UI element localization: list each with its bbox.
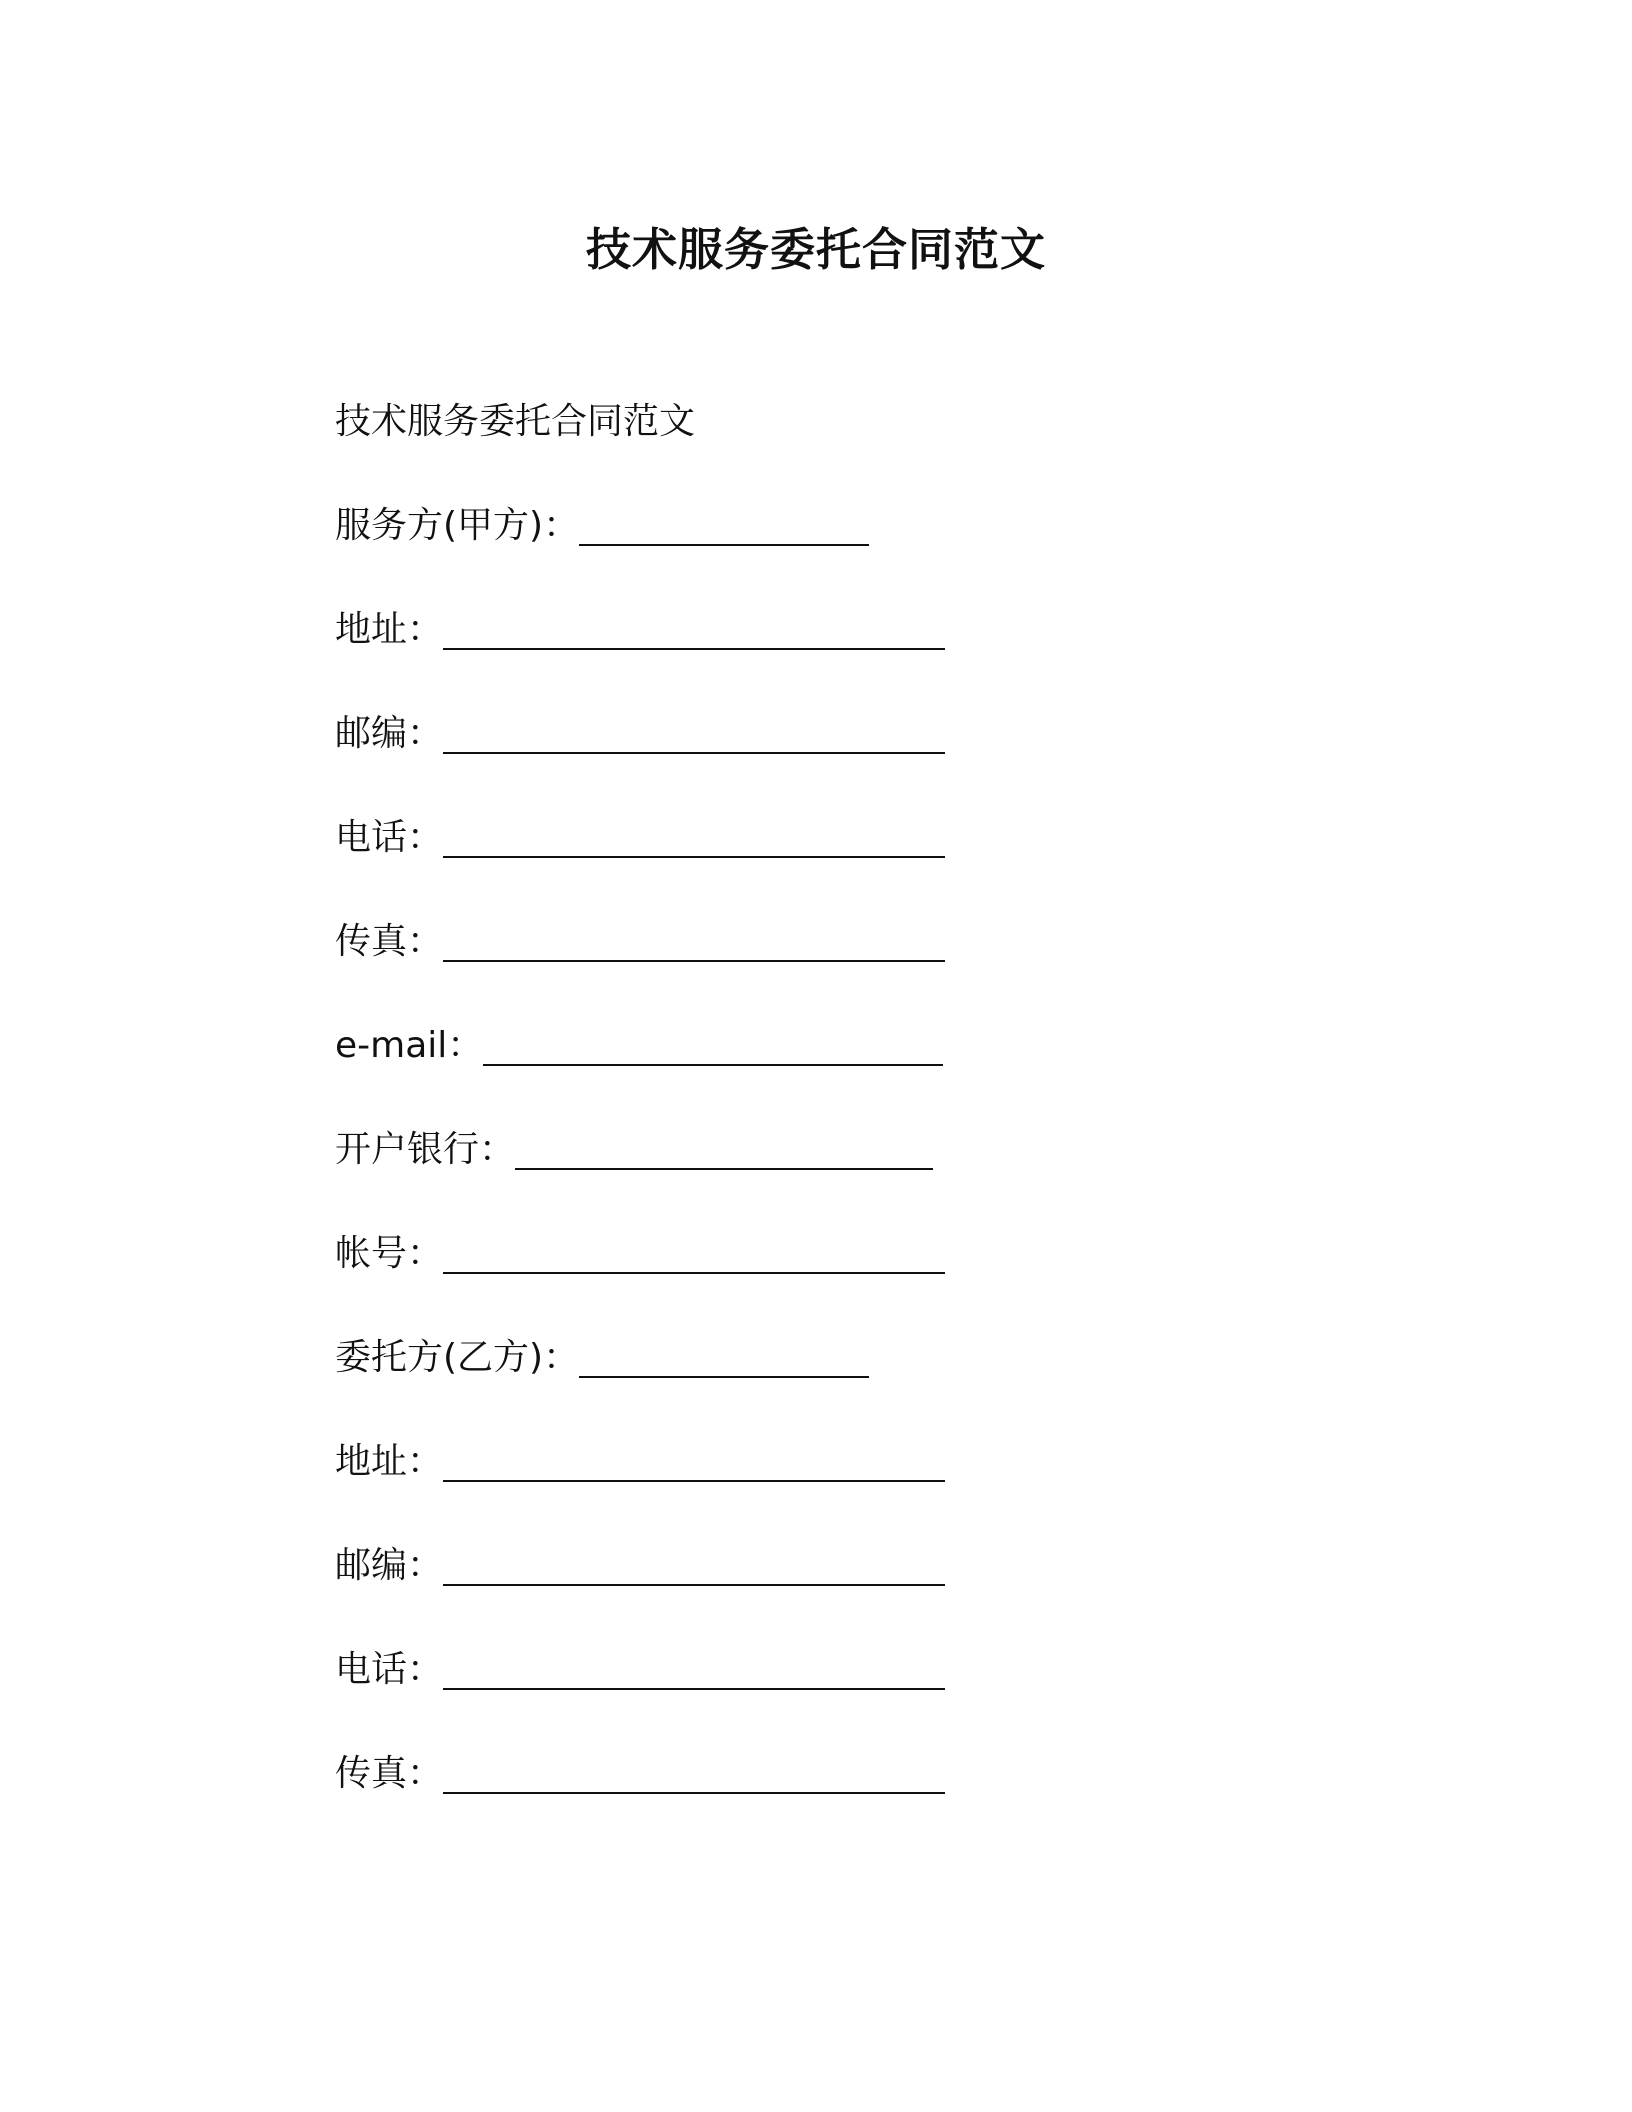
party-b-phone-row bbox=[335, 1644, 945, 1694]
party-b-heading: 委托方(乙方)： bbox=[335, 1337, 580, 1378]
party-b-address-blank[interactable] bbox=[443, 1444, 945, 1482]
field-label: 传真： bbox=[335, 1753, 444, 1794]
party-a-address-blank[interactable] bbox=[443, 612, 945, 650]
field-label: 邮编： bbox=[335, 1545, 444, 1586]
field-label: 帐号： bbox=[335, 1233, 444, 1274]
party-a-name-blank[interactable] bbox=[579, 508, 869, 546]
field-label: 地址： bbox=[335, 1441, 444, 1482]
party-a-bank-row bbox=[335, 1124, 933, 1174]
field-label: 开户银行： bbox=[335, 1129, 516, 1170]
party-a-account-blank[interactable] bbox=[443, 1236, 945, 1274]
party-b-heading-row bbox=[335, 1332, 869, 1382]
party-b-fax-blank[interactable] bbox=[443, 1756, 945, 1794]
party-a-phone-row bbox=[335, 812, 945, 862]
field-label: 地址： bbox=[335, 609, 444, 650]
party-a-heading: 服务方(甲方)： bbox=[335, 505, 580, 546]
party-a-email-blank[interactable] bbox=[483, 1028, 943, 1066]
party-a-postcode-blank[interactable] bbox=[443, 716, 945, 754]
party-a-email-row bbox=[335, 1020, 943, 1070]
party-b-name-blank[interactable] bbox=[579, 1340, 869, 1378]
party-a-fax-row bbox=[335, 916, 945, 966]
document-title: 技术服务委托合同范文 bbox=[585, 223, 1046, 276]
party-b-phone-blank[interactable] bbox=[443, 1652, 945, 1690]
document-subtitle: 技术服务委托合同范文 bbox=[335, 401, 696, 442]
field-label: 邮编： bbox=[335, 713, 444, 754]
party-b-address-row bbox=[335, 1436, 945, 1486]
party-a-bank-blank[interactable] bbox=[515, 1132, 933, 1170]
field-label: e-mail： bbox=[335, 1025, 484, 1066]
party-a-address-row bbox=[335, 604, 945, 654]
party-a-postcode-row bbox=[335, 708, 945, 758]
field-label: 电话： bbox=[335, 817, 444, 858]
field-label: 电话： bbox=[335, 1649, 444, 1690]
party-a-fax-blank[interactable] bbox=[443, 924, 945, 962]
field-label: 传真： bbox=[335, 921, 444, 962]
party-a-heading-row bbox=[335, 500, 869, 550]
party-b-postcode-blank[interactable] bbox=[443, 1548, 945, 1586]
party-a-account-row bbox=[335, 1228, 945, 1278]
party-b-postcode-row bbox=[335, 1540, 945, 1590]
party-b-fax-row bbox=[335, 1748, 945, 1798]
party-a-phone-blank[interactable] bbox=[443, 820, 945, 858]
